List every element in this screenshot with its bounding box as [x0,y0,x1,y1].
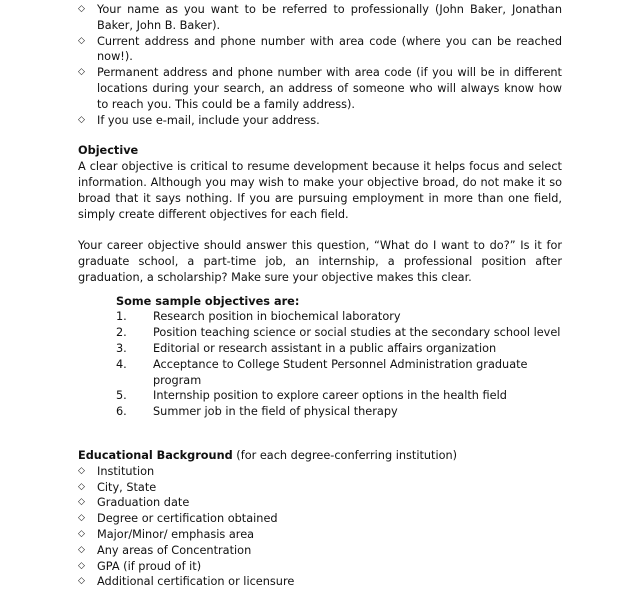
diamond-bullet-icon: ◇ [78,67,85,78]
diamond-bullet-icon: ◇ [78,114,85,125]
list-item: ◇ Graduation date [78,496,190,510]
objective-paragraph: A clear objective is critical to resume development because it helps focus and select information. Although you may wish to make your objective broad, do not make it so broad that it says nothing. If you are pursuing employment in more than one field, simply create different objectives for each field. [78,160,562,221]
item-text: Acceptance to College Student Personnel Administration graduate program [153,357,528,387]
item-number: 6. [116,405,127,419]
item-number: 2. [116,326,127,340]
list-item: ◇ Major/Minor/ emphasis area [78,527,255,541]
list-item: ◇ Current address and phone number with area code (where you can be reached now!). [78,34,562,64]
diamond-bullet-icon: ◇ [78,560,85,571]
samples-list [78,309,562,420]
sample-objective-item [78,341,562,357]
list-item: ◇ Institution [78,464,155,478]
objective-section [78,143,562,420]
sample-objective-item [78,388,562,404]
diamond-bullet-icon: ◇ [78,35,85,46]
item-text: Research position in biochemical laboratory [153,310,401,324]
list-item: ◇ Permanent address and phone number with area code (if you will be in different locations during your search, an address of someone who will always know how to reach you. This could be a family address). [78,66,562,111]
item-text: Position teaching science or social studies at the secondary school level [153,326,561,340]
education-list [78,464,562,590]
list-item: ◇ City, State [78,480,157,494]
samples-heading: Some sample objectives are: [116,294,300,308]
objective-paragraph-2: Your career objective should answer this question, “What do I want to do?” Is it for graduate school, a part-time job, an internship, a professional position after graduation, a scholarship? Make sure your objective makes this clear. [78,239,562,284]
education-note: (for each degree-conferring institution) [232,448,458,462]
education-section [78,448,562,590]
diamond-bullet-icon: ◇ [78,544,85,555]
item-number: 1. [116,310,127,324]
list-item: ◇ GPA (if proud of it) [78,559,202,573]
sample-objective-item [78,325,562,341]
diamond-bullet-icon: ◇ [78,481,85,492]
item-number: 4. [116,357,127,371]
objective-heading: Objective [78,144,139,158]
list-item: ◇ If you use e-mail, include your address. [78,113,320,127]
diamond-bullet-icon: ◇ [78,513,85,524]
item-text: Internship position to explore career options in the health field [153,389,507,403]
sample-objective-item [78,309,562,325]
list-item: ◇ Any areas of Concentration [78,543,252,557]
diamond-bullet-icon: ◇ [78,497,85,508]
sample-objective-item [78,404,562,420]
item-text: Editorial or research assistant in a public affairs organization [153,341,497,355]
diamond-bullet-icon: ◇ [78,528,85,539]
diamond-bullet-icon: ◇ [78,465,85,476]
list-item: ◇ Additional certification or licensure [78,575,295,589]
item-number: 5. [116,389,127,403]
list-item: ◇ Degree or certification obtained [78,512,278,526]
sample-objective-item [78,357,562,389]
diamond-bullet-icon: ◇ [78,576,85,587]
contact-list [78,2,562,128]
education-heading: Educational Background [78,448,233,462]
item-text: Summer job in the field of physical therapy [153,405,398,419]
list-item: ◇ Your name as you want to be referred to professionally (John Baker, Jonathan Baker, John B. Baker). [78,3,562,32]
item-number: 3. [116,341,127,355]
diamond-bullet-icon: ◇ [78,4,85,14]
